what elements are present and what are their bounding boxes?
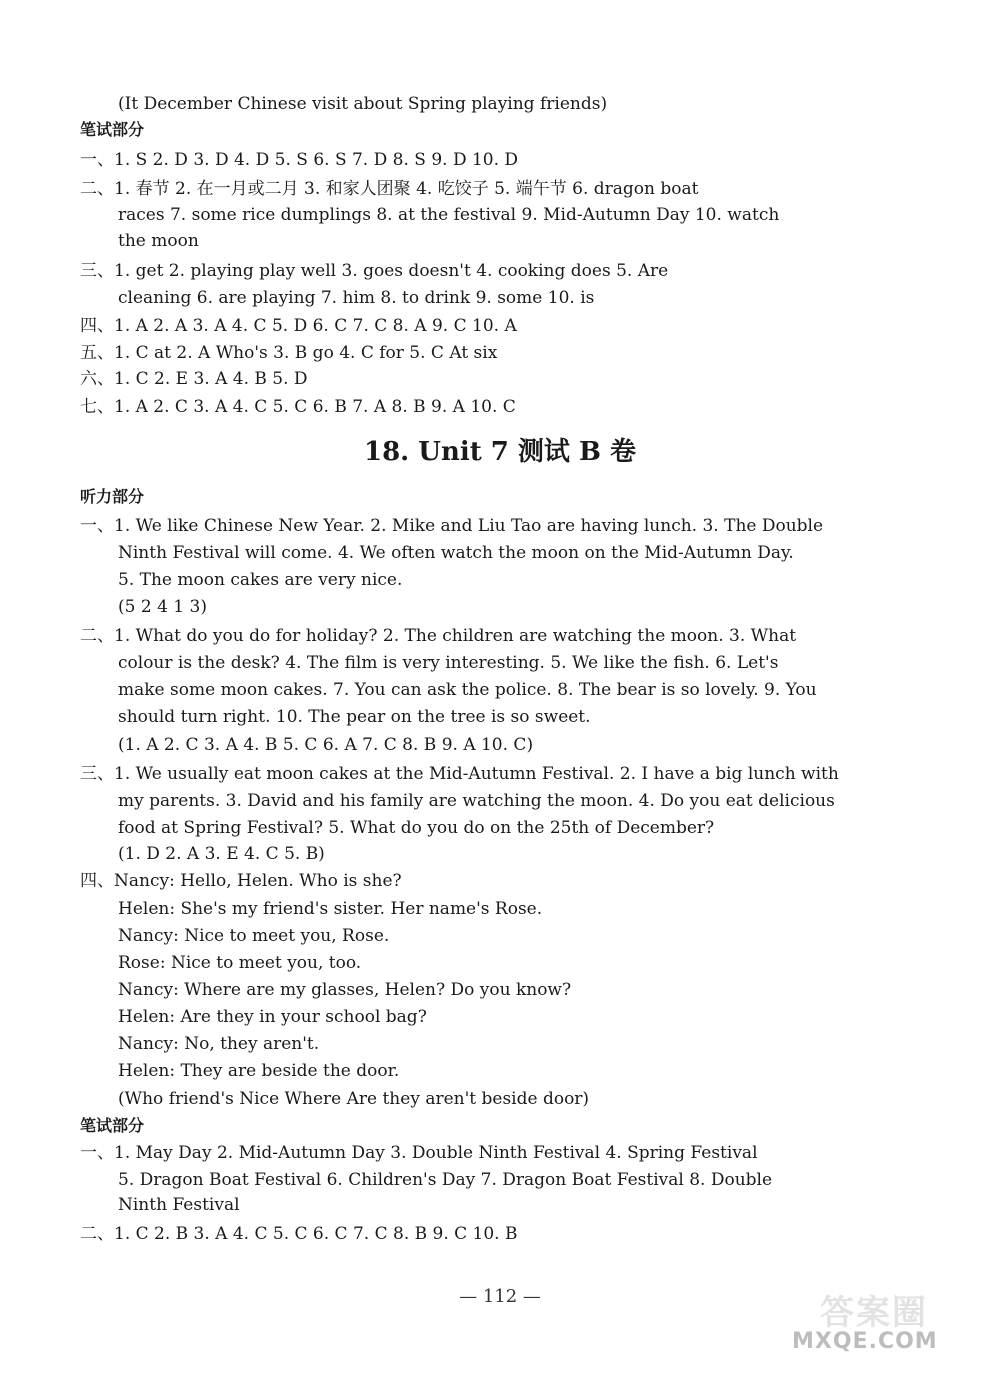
dialogue-line: Rose: Nice to meet you, too. (118, 953, 362, 973)
answer-line: 二、1. C 2. B 3. A 4. C 5. C 6. C 7. C 8. B 9. C 10. B (80, 1224, 518, 1244)
answer-line: 七、1. A 2. C 3. A 4. C 5. C 6. B 7. A 8. B 9. A 10. C (80, 397, 516, 417)
watermark-url: MXQE.COM (792, 1329, 938, 1354)
page-number: — 112 — (459, 1286, 541, 1307)
dialogue-line: Nancy: Where are my glasses, Helen? Do you know? (118, 980, 572, 1000)
section-heading-written: 笔试部分 (80, 120, 145, 139)
answer-line: 三、1. We usually eat moon cakes at the Mid-Autumn Festival. 2. I have a big lunch with (80, 764, 839, 784)
answer-line: make some moon cakes. 7. You can ask the police. 8. The bear is so lovely. 9. You (118, 680, 817, 700)
dialogue-line: Nancy: Nice to meet you, Rose. (118, 926, 390, 946)
answer-line: Ninth Festival (118, 1195, 240, 1215)
dialogue-line: Helen: Are they in your school bag? (118, 1007, 427, 1027)
unit-test-title: 18. Unit 7 测试 B 卷 (363, 437, 637, 467)
dialogue-line: Helen: She's my friend's sister. Her name's Rose. (118, 899, 543, 919)
answer-line: 三、1. get 2. playing play well 3. goes doesn't 4. cooking does 5. Are (80, 261, 669, 281)
answer-line: 5. Dragon Boat Festival 6. Children's Day 7. Dragon Boat Festival 8. Double (118, 1170, 773, 1190)
answer-line: (1. D 2. A 3. E 4. C 5. B) (118, 844, 325, 864)
answer-line: (5 2 4 1 3) (118, 597, 207, 617)
answer-line: 六、1. C 2. E 3. A 4. B 5. D (80, 369, 308, 389)
word-list-line: (It December Chinese visit about Spring playing friends) (118, 94, 608, 114)
dialogue-line: Helen: They are beside the door. (118, 1061, 400, 1081)
word-list-line: (Who friend's Nice Where Are they aren't beside door) (118, 1089, 590, 1109)
answer-line: 五、1. C at 2. A Who's 3. B go 4. C for 5. C At six (80, 343, 498, 363)
answer-line: Ninth Festival will come. 4. We often watch the moon on the Mid-Autumn Day. (118, 543, 794, 563)
answer-line: races 7. some rice dumplings 8. at the festival 9. Mid-Autumn Day 10. watch (118, 205, 780, 225)
answer-line: 二、1. 春节 2. 在一月或二月 3. 和家人团聚 4. 吃饺子 5. 端午节 6. dragon boat (80, 179, 699, 199)
dialogue-line: 四、Nancy: Hello, Helen. Who is she? (80, 871, 402, 891)
answer-line: 一、1. May Day 2. Mid-Autumn Day 3. Double Ninth Festival 4. Spring Festival (80, 1143, 758, 1163)
answer-line: 一、1. S 2. D 3. D 4. D 5. S 6. S 7. D 8. S 9. D 10. D (80, 150, 519, 170)
answer-line: 一、1. We like Chinese New Year. 2. Mike and Liu Tao are having lunch. 3. The Double (80, 516, 824, 536)
answer-line: the moon (118, 231, 199, 251)
watermark-logo (790, 1285, 990, 1365)
answer-line: my parents. 3. David and his family are watching the moon. 4. Do you eat delicious (118, 791, 835, 811)
answer-line: cleaning 6. are playing 7. him 8. to drink 9. some 10. is (118, 288, 595, 308)
section-heading-listening: 听力部分 (80, 487, 145, 506)
answer-line: should turn right. 10. The pear on the tree is so sweet. (118, 707, 591, 727)
section-heading-written: 笔试部分 (80, 1116, 145, 1135)
answer-line: food at Spring Festival? 5. What do you do on the 25th of December? (118, 818, 715, 838)
dialogue-line: Nancy: No, they aren't. (118, 1034, 320, 1054)
answer-line: (1. A 2. C 3. A 4. B 5. C 6. A 7. C 8. B 9. A 10. C) (118, 735, 534, 755)
answer-line: 四、1. A 2. A 3. A 4. C 5. D 6. C 7. C 8. A 9. C 10. A (80, 316, 517, 336)
answer-line: 二、1. What do you do for holiday? 2. The children are watching the moon. 3. What (80, 626, 797, 646)
answer-line: 5. The moon cakes are very nice. (118, 570, 403, 590)
watermark-logo-text: 答案圈 (820, 1293, 928, 1333)
answer-line: colour is the desk? 4. The film is very interesting. 5. We like the fish. 6. Let's (118, 653, 779, 673)
